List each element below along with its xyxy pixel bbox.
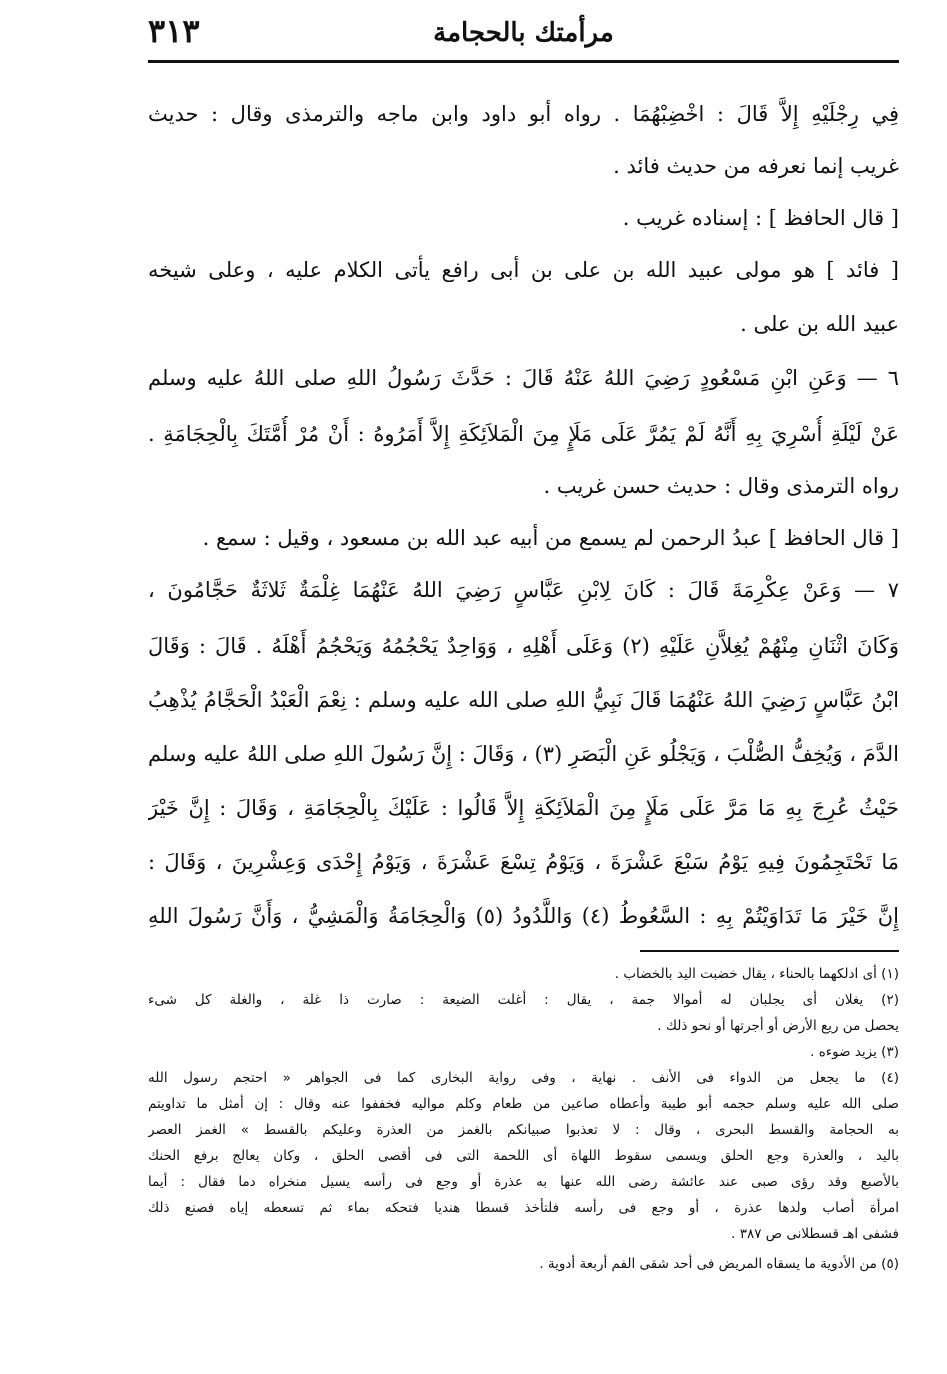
footnote-line: امرأة أصاب ولدها عذرة ، أو وجع فى رأسه فلتأخذ قسطا هنديا فتحكه بماء ثم تسعطه إياه فصنع ذلك	[148, 1200, 899, 1216]
running-header	[148, 8, 899, 56]
text-line: [ فائد ] هو مولى عبيد الله بن على بن أبى رافع يأتى الكلام عليه ، وعلى شيخه	[148, 258, 899, 282]
footnote-line: (٤) ما يجعل من الدواء فى الأنف . نهاية ، وفى رواية البخارى كما فى الجواهر « احتجم رسول الله	[148, 1070, 899, 1086]
footnote-line: (١) أى ادلكهما بالحناء ، يقال خضبت اليد بالخضاب .	[614, 966, 899, 982]
footnote-line: صلى الله عليه وسلم حجمه أبو طيبة وأعطاه صاعين من طعام وكلم مواليه فخففوا عنه وقال : إن أمثل ما تداويتم	[148, 1096, 899, 1112]
footnote-line: فشفى اهـ قسطلانى ص ٣٨٧ .	[731, 1226, 899, 1242]
text-line: ٧ — وَعَنْ عِكْرِمَةَ قَالَ : كَانَ لِابْنِ عَبَّاسٍ رَضِيَ اللهُ عَنْهُمَا غِلْمَةٌ ثَلاثَةٌ حَجَّامُونَ ،	[148, 578, 899, 602]
text-line: عبيد الله بن على .	[740, 312, 899, 336]
text-line: حَيْثُ عُرِجَ بِهِ مَا مَرَّ عَلَى مَلَإٍ مِنَ الْمَلاَئِكَةِ إِلاَّ قَالُوا : عَلَيْكَ بِالْحِجَامَةِ ، وَقَالَ : إِنَّ خَيْرَ	[148, 796, 899, 820]
text-line: ٦ — وَعَنِ ابْنِ مَسْعُودٍ رَضِيَ اللهُ عَنْهُ قَالَ : حَدَّثَ رَسُولُ اللهِ صلى اللهُ عليه وسلم	[148, 366, 899, 390]
chapter-title: مرأمتك بالحجامة	[433, 18, 614, 48]
text-line: عَنْ لَيْلَةِ أُسْرِيَ بِهِ أَنَّهُ لَمْ يَمُرَّ عَلَى مَلَإٍ مِنَ الْمَلاَئِكَةِ إِلاَّ أَمَرُوهُ : أَنْ مُرْ أُمَّتَكَ بِالْحِجَامَةِ .	[148, 422, 899, 446]
footnote-line: به الحجامة والقسط البحرى ، وقال : لا تعذبوا صبيانكم بالغمز من العذرة وعليكم بالقسط » الغمز العصر	[148, 1122, 899, 1138]
text-line: غريب إنما نعرفه من حديث فائد .	[613, 154, 899, 178]
footnote-line: (٢) يغلان أى يجلبان له أموالا جمة ، يقال : أغلت الضيعة : صارت ذا غلة ، والغلة كل شىء	[148, 992, 899, 1008]
text-line: فِي رِجْلَيْهِ إِلاَّ قَالَ : اخْضِبْهُمَا . رواه أبو داود وابن ماجه والترمذى وقال : حديث	[148, 102, 899, 126]
footnote-rule	[640, 950, 899, 952]
text-line: إِنَّ خَيْرَ مَا تَدَاوَيْتُمْ بِهِ : السَّعُوطُ (٤) وَاللَّدُودُ (٥) وَالْحِجَامَةُ وَالْمَشِيُّ ، وَأَنَّ رَسُولَ اللهِ	[148, 904, 899, 928]
footnote-line: بالأصبع وقد رؤى صبى عند عائشة رضى الله عنها به عذرة أو وجع فى رأسه يسيل منخراه دما فقال : أيما	[148, 1174, 899, 1190]
footnote-line: يحصل من ريع الأرض أو أجرتها أو نحو ذلك .	[657, 1018, 899, 1034]
text-line: وَكَانَ اثْنَانِ مِنْهُمْ يُغِلاَّنِ عَلَيْهِ (٢) وَعَلَى أَهْلِهِ ، وَوَاحِدٌ يَحْجُمُهُ وَيَحْجُمُ أَهْلَهُ . قَالَ : وَقَالَ	[148, 634, 899, 658]
text-line: ابْنُ عَبَّاسٍ رَضِيَ اللهُ عَنْهُمَا قَالَ نَبِيُّ اللهِ صلى الله عليه وسلم : نِعْمَ الْعَبْدُ الْحَجَّامُ يُذْهِبُ	[148, 688, 899, 712]
text-line: مَا تَحْتَجِمُونَ فِيهِ يَوْمُ سَبْعَ عَشْرَةَ ، وَيَوْمُ تِسْعَ عَشْرَةَ ، وَيَوْمُ إِحْدَى وَعِشْرِينَ ، وَقَالَ :	[148, 850, 899, 874]
footnote-line: (٥) من الأدوية ما يسقاه المريض فى أحد شقى الفم أربعة أدوية .	[539, 1256, 899, 1272]
page-number: ٣١٣	[148, 12, 200, 50]
footnote-line: (٣) يزيد ضوءه .	[810, 1044, 899, 1060]
text-line: [ قال الحافظ ] عبدُ الرحمن لم يسمع من أبيه عبد الله بن مسعود ، وقيل : سمع .	[202, 526, 899, 550]
footnote-line: باليد ، والعذرة وجع الحلق ويسمى سقوط اللهاة أى اللحمة التى فى أقصى الحلق ، وكان يعالج برفع الحنك	[148, 1148, 899, 1164]
text-line: الدَّمَ ، وَيُخِفُّ الصُّلْبَ ، وَيَجْلُو عَنِ الْبَصَرِ (٣) ، وَقَالَ : إِنَّ رَسُولَ اللهِ صلى اللهُ عليه وسلم	[148, 742, 899, 766]
text-line: [ قال الحافظ ] : إسناده غريب .	[622, 206, 899, 230]
header-rule	[148, 60, 899, 63]
text-line: رواه الترمذى وقال : حديث حسن غريب .	[543, 474, 899, 498]
